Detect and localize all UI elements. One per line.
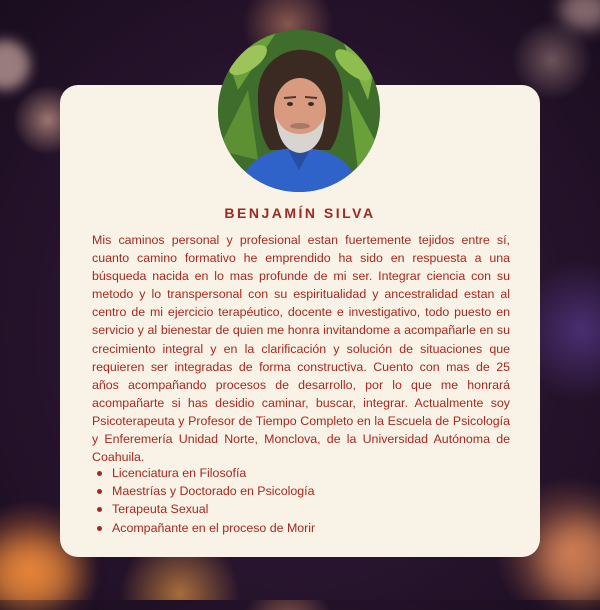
- qualification-item: Terapeuta Sexual: [92, 500, 512, 518]
- bokeh-light: [0, 40, 30, 90]
- profile-bio: Mis caminos personal y profesional estan fuertemente tejidos entre sí, cuanto camino formativo he emprendido ha sido en respuesta a una búsqueda nacida en lo mas profunde de mi ser. Integrar ciencia con su metodo y lo transpersonal con su espiritualidad y ancestralidad estan al centro de mi ejercicio terapéutico, docente e investigativo, todo puesto en servicio y al bienestar de quien me honra invitandome a acompañarle en su crecimiento integral y en la clarificación y solución de situaciones que requieren ser integradas de forma constructiva. Cuento con mas de 25 años acompañando procesos de desarrollo, por lo que me honrará acompañarte si has desidio caminar, buscar, integrar. Actualmente soy Psicoterapeuta y Profesor de Tiempo Completo en la Escuela de Psicología y Enferemería Unidad Norte, Monclova, de la Universidad Autónoma de Coahuila.: [92, 233, 510, 465]
- profile-name: BENJAMÍN SILVA: [224, 205, 376, 221]
- qualifications-list: [92, 464, 512, 537]
- qualification-item: Maestrías y Doctorado en Psicología: [92, 482, 512, 500]
- qualification-item: Acompañante en el proceso de Morir: [92, 519, 512, 537]
- bokeh-light: [540, 520, 600, 600]
- bokeh-light: [560, 0, 600, 30]
- qualification-item: Licenciatura en Filosofía: [92, 464, 512, 482]
- profile-photo: [218, 30, 380, 192]
- portrait-illustration: [218, 30, 380, 192]
